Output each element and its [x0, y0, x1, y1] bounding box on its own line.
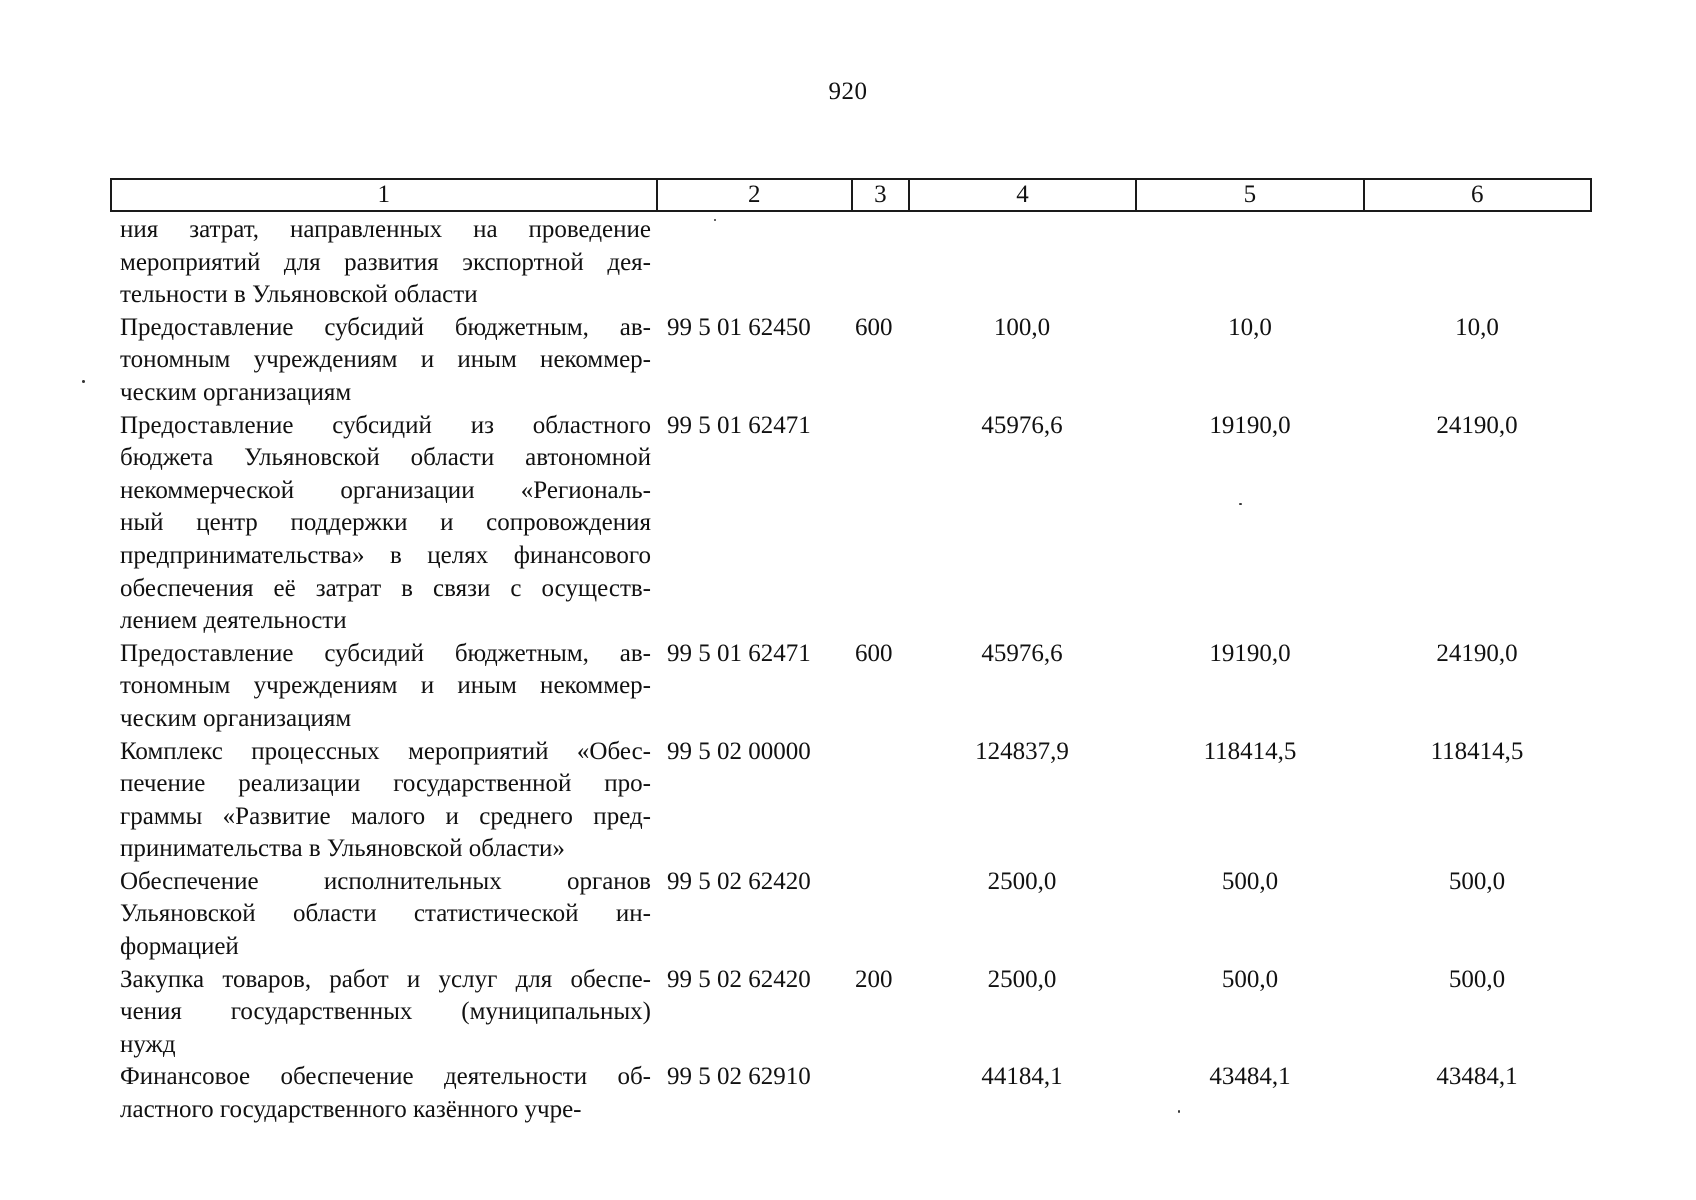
- table-header: [110, 178, 1592, 212]
- header-col-3: 3: [853, 180, 910, 210]
- table-row: [110, 736, 1592, 866]
- description-line: некоммерческой организации «Региональ-: [120, 476, 651, 504]
- row-value-col-6: 500,0: [1448, 965, 1506, 993]
- description-line: тономным учреждениям и иным некоммер-: [120, 346, 651, 374]
- description-line: Закупка товаров, работ и услуг для обеспе-: [120, 965, 651, 993]
- description-line: принимательства в Ульяновской области»: [120, 835, 565, 863]
- description-line: печение реализации государственной про-: [120, 770, 651, 798]
- scan-speck: [82, 380, 85, 383]
- row-code: 99 5 02 62420: [667, 965, 811, 993]
- row-description: [110, 638, 655, 736]
- description-line: Ульяновской области статистической ин-: [120, 900, 651, 928]
- scan-speck: [1178, 1110, 1180, 1113]
- header-col-6: 6: [1471, 181, 1484, 208]
- row-value-col-5: 500,0: [1221, 965, 1279, 993]
- description-line: предпринимательства» в целях финансового: [120, 541, 651, 569]
- table-body: [110, 214, 1592, 1127]
- description-line: ния затрат, направленных на проведение: [120, 216, 651, 243]
- row-value-col-5: 19190,0: [1209, 639, 1291, 667]
- description-line: формацией: [120, 933, 239, 961]
- scan-speck: [714, 219, 716, 221]
- description-line: ный центр поддержки и сопровождения: [120, 509, 651, 537]
- header-col-2: 2: [658, 180, 853, 210]
- row-description: [110, 866, 655, 964]
- row-description: [110, 214, 655, 312]
- row-value-col-6: 10,0: [1455, 313, 1499, 341]
- description-line: Предоставление субсидий бюджетным, ав-: [120, 639, 651, 667]
- description-line: ластного государственного казённого учре-: [120, 1096, 582, 1124]
- description-line: ческим организациям: [120, 704, 352, 732]
- description-line: нужд: [120, 1030, 176, 1058]
- table-row: [110, 410, 1592, 638]
- row-value-col-6: 118414,5: [1430, 737, 1524, 765]
- description-line: тельности в Ульяновской области: [120, 281, 478, 309]
- description-line: ческим организациям: [120, 378, 352, 406]
- row-value-col-5: 43484,1: [1209, 1063, 1291, 1091]
- header-col-1: 1: [112, 180, 658, 210]
- row-description: [110, 312, 655, 410]
- scan-speck: [1239, 503, 1242, 505]
- row-value-col-4: 45976,6: [981, 411, 1063, 439]
- row-expense-type: 600: [855, 639, 893, 667]
- row-value-col-4: 45976,6: [981, 639, 1063, 667]
- description-line: Обеспечение исполнительных органов: [120, 867, 651, 895]
- row-value-col-4: 100,0: [993, 313, 1051, 341]
- row-description: [110, 1061, 655, 1126]
- page-number: 920: [828, 78, 868, 105]
- row-code: 99 5 02 62420: [667, 867, 811, 895]
- header-col-4: 4: [910, 180, 1137, 210]
- row-value-col-6: 43484,1: [1436, 1063, 1518, 1091]
- row-expense-type: 600: [855, 313, 893, 341]
- description-line: Предоставление субсидий из областного: [120, 411, 651, 439]
- row-description: [110, 736, 655, 866]
- row-expense-type: 200: [855, 965, 893, 993]
- row-code: 99 5 02 00000: [667, 737, 811, 765]
- row-value-col-4: 124837,9: [975, 737, 1069, 765]
- table-row: [110, 964, 1592, 1062]
- description-line: обеспечения её затрат в связи с осуществ-: [120, 574, 651, 602]
- description-line: Комплекс процессных мероприятий «Обес-: [120, 737, 651, 765]
- description-line: Предоставление субсидий бюджетным, ав-: [120, 313, 651, 341]
- row-value-col-6: 24190,0: [1436, 639, 1518, 667]
- row-value-col-6: 24190,0: [1436, 411, 1518, 439]
- table-row: [110, 312, 1592, 410]
- description-line: тономным учреждениям и иным некоммер-: [120, 672, 651, 700]
- row-value-col-5: 500,0: [1221, 867, 1279, 895]
- row-value-col-5: 10,0: [1228, 313, 1272, 341]
- row-value-col-5: 118414,5: [1203, 737, 1297, 765]
- table-row: [110, 214, 1592, 312]
- table-row: [110, 866, 1592, 964]
- description-line: мероприятий для развития экспортной дея-: [120, 248, 651, 276]
- row-value-col-4: 44184,1: [981, 1063, 1063, 1091]
- row-code: 99 5 01 62450: [667, 313, 811, 341]
- table-row: [110, 638, 1592, 736]
- description-line: граммы «Развитие малого и среднего пред-: [120, 802, 651, 830]
- description-line: Финансовое обеспечение деятельности об-: [120, 1063, 651, 1091]
- header-col-5: 5: [1137, 180, 1364, 210]
- description-line: бюджета Ульяновской области автономной: [120, 444, 651, 472]
- row-description: [110, 964, 655, 1062]
- row-code: 99 5 01 62471: [667, 639, 811, 667]
- row-value-col-6: 500,0: [1448, 867, 1506, 895]
- description-line: лением деятельности: [120, 607, 347, 635]
- row-description: [110, 410, 655, 638]
- row-code: 99 5 02 62910: [667, 1063, 811, 1091]
- table-row: [110, 1061, 1592, 1126]
- row-value-col-4: 2500,0: [987, 867, 1057, 895]
- row-code: 99 5 01 62471: [667, 411, 811, 439]
- row-value-col-4: 2500,0: [987, 965, 1057, 993]
- description-line: чения государственных (муниципальных): [120, 998, 651, 1026]
- row-value-col-5: 19190,0: [1209, 411, 1291, 439]
